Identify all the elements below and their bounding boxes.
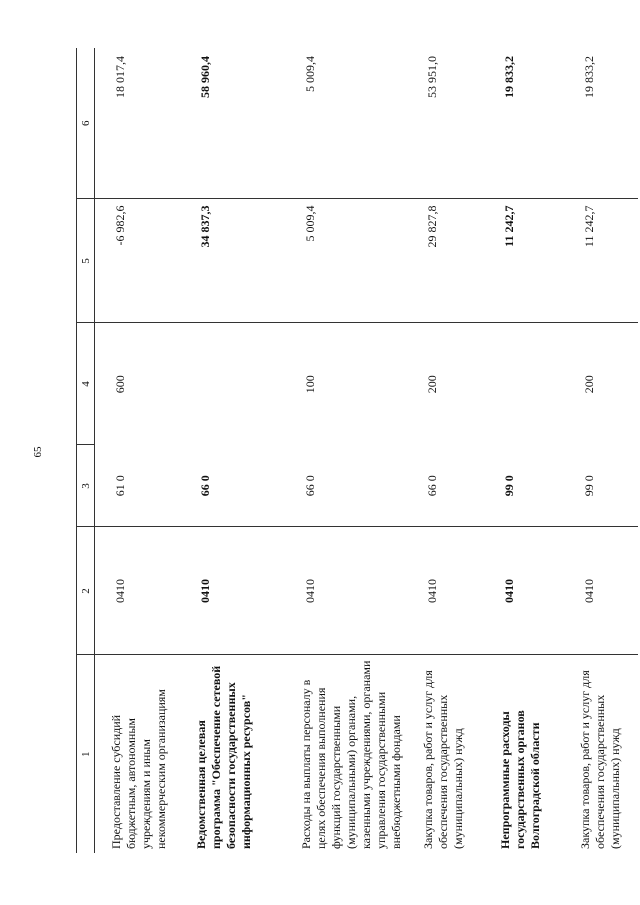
header-col-4: 4 — [77, 323, 95, 445]
row-section-code: 0410 — [484, 527, 564, 655]
row-section-code: 0410 — [180, 527, 285, 655]
row-expense-type — [484, 323, 564, 445]
header-col-5: 5 — [77, 199, 95, 323]
row-total-amount: 53 951,0 — [407, 48, 484, 199]
row-total-amount: 18 017,4 — [95, 48, 181, 199]
row-name: Непрограммные расходы государственных органов Волгоградской области — [484, 655, 564, 853]
row-change-amount: 29 827,8 — [407, 199, 484, 323]
row-section-code: 0410 — [564, 527, 638, 655]
table-row — [285, 48, 407, 853]
row-change-amount: 5 009,4 — [285, 199, 407, 323]
row-total-amount: 5 009,4 — [285, 48, 407, 199]
page-number: 65 — [32, 446, 44, 458]
header-col-2: 2 — [77, 527, 95, 655]
row-section-code: 0410 — [285, 527, 407, 655]
row-name: Закупка товаров, работ и услуг для обеспечения государственных (муниципальных) нужд — [564, 655, 638, 853]
row-expense-type: 200 — [582, 375, 596, 394]
row-program-code: 66 0 — [425, 475, 439, 497]
header-col-3: 3 — [77, 445, 95, 527]
row-change-amount: 11 242,7 — [484, 199, 564, 323]
table-row — [484, 48, 564, 853]
row-expense-type — [180, 323, 285, 445]
header-row — [77, 48, 95, 853]
row-expense-type: 100 — [303, 375, 317, 394]
budget-table-container — [76, 48, 622, 853]
budget-table — [76, 48, 638, 853]
row-program-code: 61 0 — [113, 475, 127, 497]
table-row — [564, 48, 638, 853]
header-col-1: 1 — [77, 655, 95, 853]
table-row — [180, 48, 285, 853]
row-total-amount: 58 960,4 — [180, 48, 285, 199]
row-change-amount: -6 982,6 — [95, 199, 181, 323]
row-program-code: 66 0 — [198, 475, 212, 497]
row-name: Ведомственная целевая программа "Обеспечение сетевой безопасности государственных информационных ресурсов" — [180, 655, 285, 853]
row-program-code: 66 0 — [303, 475, 317, 497]
row-expense-type: 200 — [425, 375, 439, 394]
row-program-code: 99 0 — [582, 475, 596, 497]
row-program-code: 99 0 — [502, 475, 516, 497]
row-section-code: 0410 — [95, 527, 181, 655]
table-row — [95, 48, 181, 853]
row-name: Расходы на выплаты персоналу в целях обеспечения выполнения функций государственными (муниципальными) органами, казенными учреждениями, органами управления государственными внебюджетными фондами — [285, 655, 407, 853]
rotated-page-content — [76, 48, 622, 853]
row-section-code: 0410 — [407, 527, 484, 655]
table-row — [407, 48, 484, 853]
row-expense-type: 600 — [113, 375, 127, 394]
row-name: Предоставление субсидий бюджетным, автономным учреждениям и иным некоммерческим организациям — [95, 655, 181, 853]
header-col-6: 6 — [77, 48, 95, 199]
row-name: Закупка товаров, работ и услуг для обеспечения государственных (муниципальных) нужд — [407, 655, 484, 853]
row-total-amount: 19 833,2 — [484, 48, 564, 199]
row-total-amount: 19 833,2 — [564, 48, 638, 199]
row-change-amount: 34 837,3 — [180, 199, 285, 323]
row-change-amount: 11 242,7 — [564, 199, 638, 323]
